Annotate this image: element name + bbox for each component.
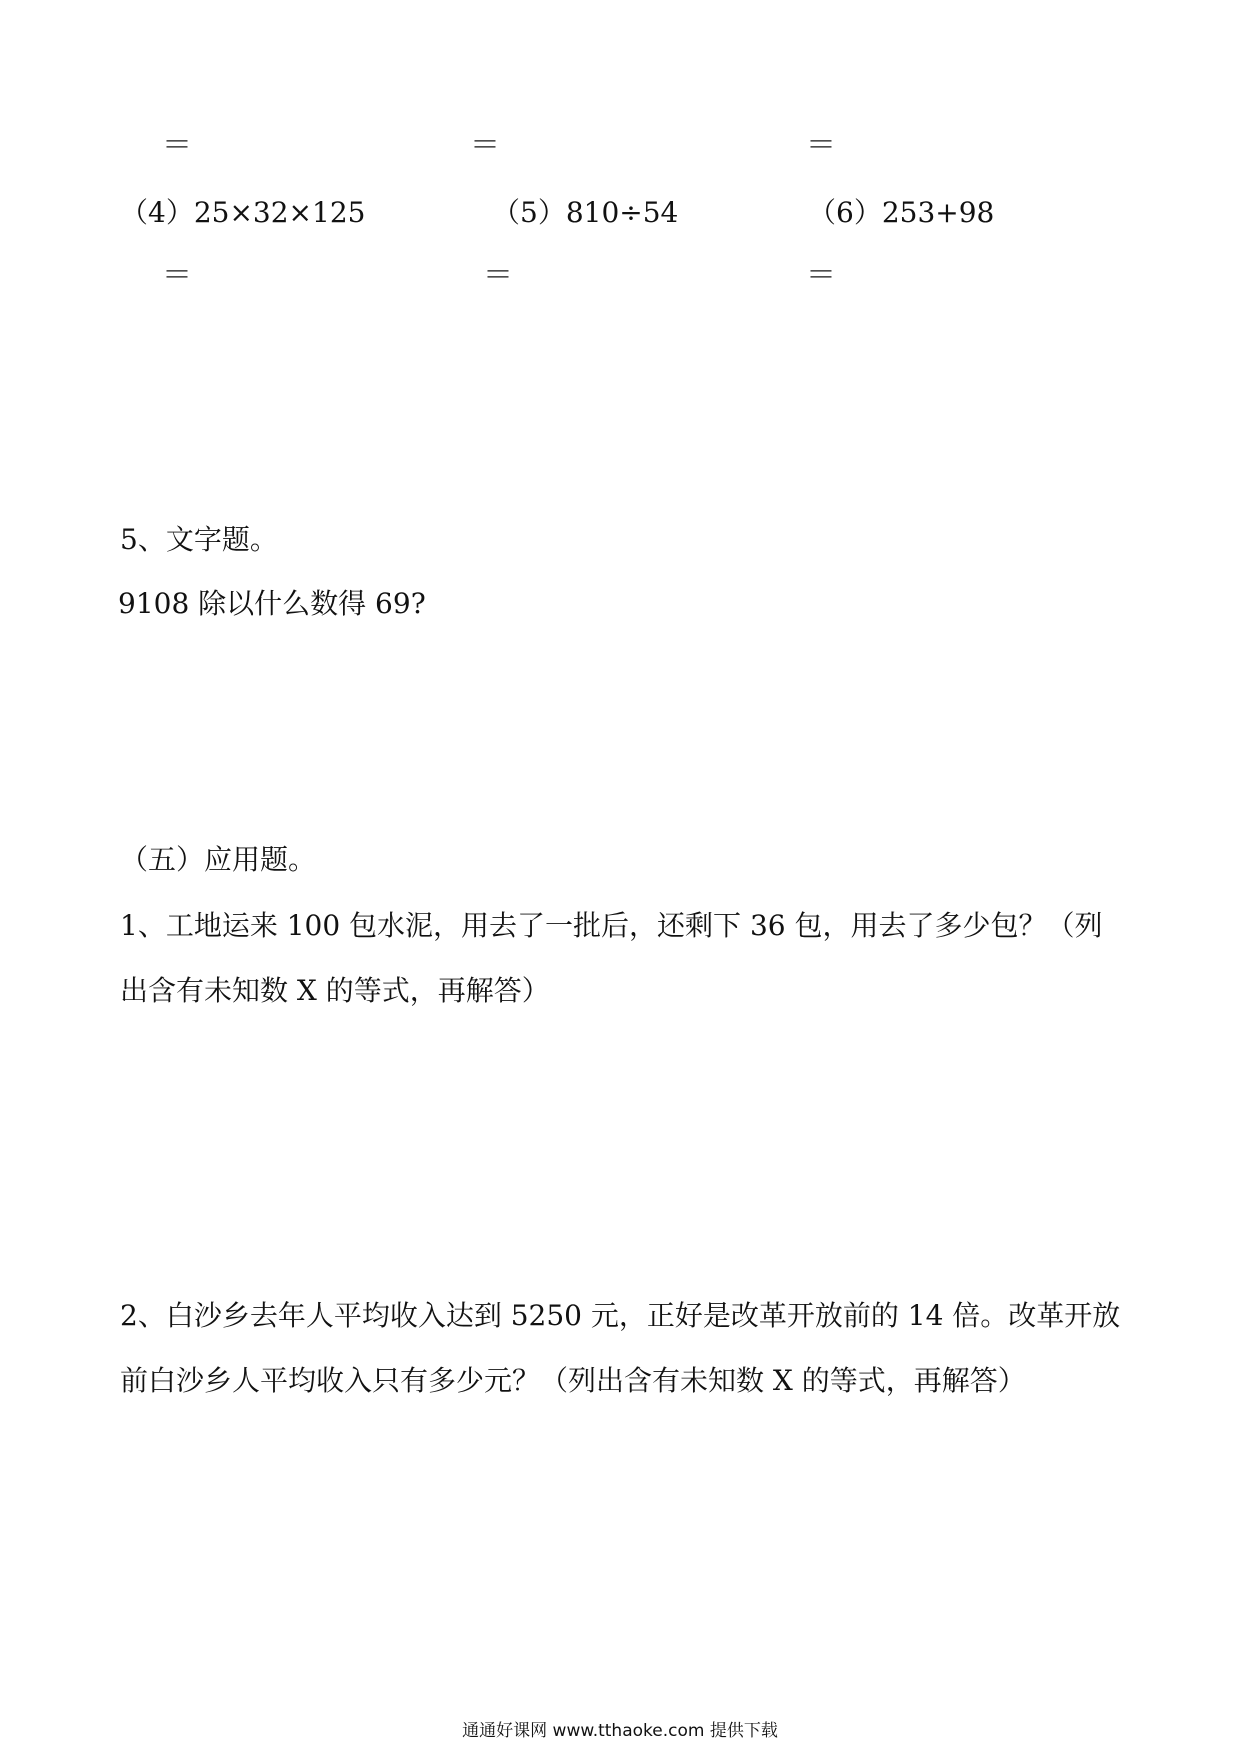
application-q2-line1: 2、白沙乡去年人平均收入达到 5250 元，正好是改革开放前的 14 倍。改革开放 [120, 1299, 1121, 1332]
section-5-heading: 5、文字题。 [120, 523, 278, 556]
problem-4-label: （4） [120, 196, 194, 229]
problem-5-label: （5） [492, 196, 566, 229]
equals-sign-4: ＝ [162, 258, 192, 293]
page-footer: 通通好课网 www.tthaoke.com 提供下载 [462, 1721, 778, 1741]
problem-6-expr: 253+98 [881, 196, 995, 229]
application-q2-line2: 前白沙乡人平均收入只有多少元？（列出含有未知数 X 的等式，再解答） [120, 1364, 1026, 1397]
equals-sign-3: ＝ [806, 128, 836, 163]
equals-sign-6: ＝ [806, 258, 836, 293]
problem-6-label: （6） [808, 196, 882, 229]
equals-sign-2: ＝ [470, 128, 500, 163]
equals-sign-1: ＝ [162, 128, 192, 163]
application-q1-line2: 出含有未知数 X 的等式，再解答） [120, 974, 550, 1007]
problem-5-expr: 810÷54 [565, 196, 679, 229]
problem-6 [808, 195, 994, 231]
problem-4-expr: 25×32×125 [193, 196, 366, 229]
problem-5 [492, 195, 678, 231]
problem-4 [120, 195, 365, 231]
word-problem-question: 9108 除以什么数得 69? [118, 587, 426, 620]
application-heading: （五）应用题。 [120, 843, 317, 876]
application-q1-line1: 1、工地运来 100 包水泥，用去了一批后，还剩下 36 包，用去了多少包？（列 [120, 909, 1103, 942]
equals-sign-5: ＝ [483, 258, 513, 293]
